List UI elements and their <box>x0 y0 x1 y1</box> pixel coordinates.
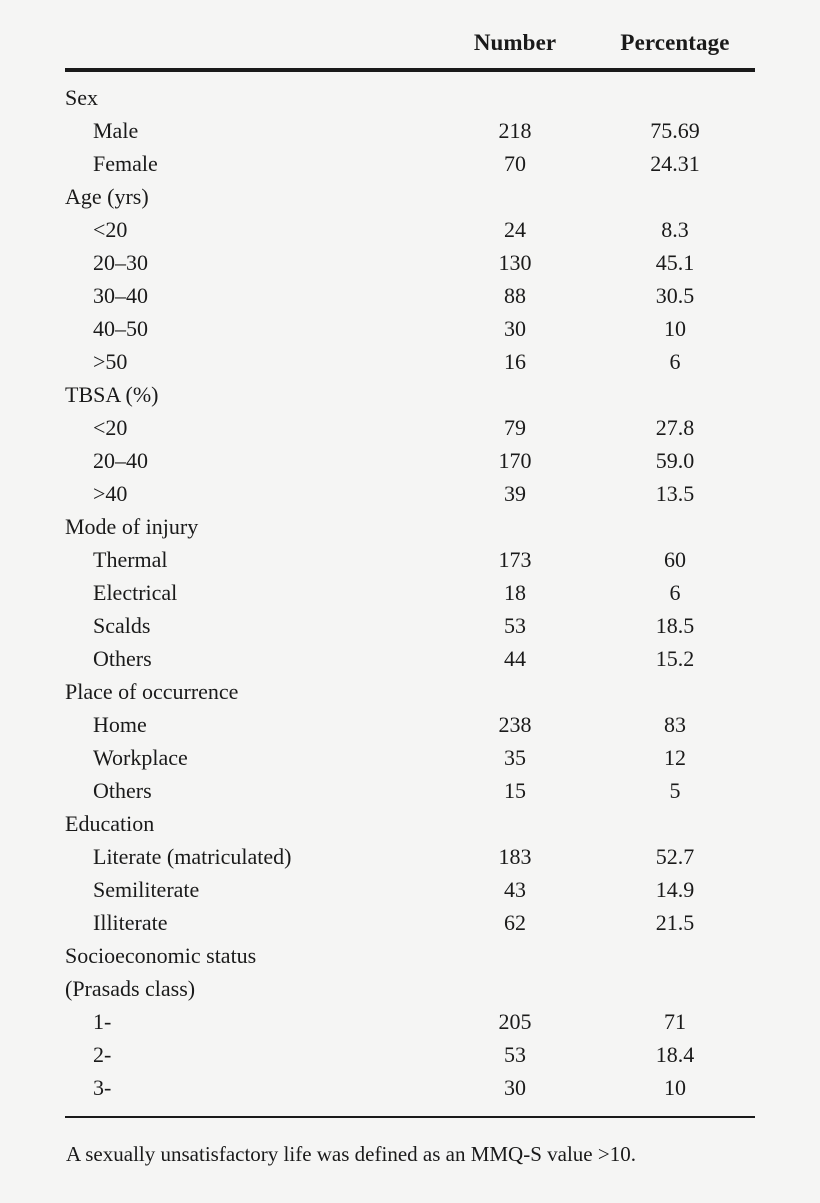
row-percentage-value <box>595 939 755 972</box>
row-number-value: 35 <box>504 745 526 770</box>
row-number-value: 30 <box>504 1075 526 1100</box>
table-row <box>65 1005 755 1038</box>
row-number-value: 15 <box>504 778 526 803</box>
row-item-label: Others <box>93 646 152 671</box>
row-number-value: 43 <box>504 877 526 902</box>
table-row <box>65 939 755 972</box>
row-number-value: 44 <box>504 646 526 671</box>
row-percentage-value <box>595 510 755 543</box>
table-row <box>65 510 755 543</box>
row-number-value <box>435 378 595 411</box>
table-header <box>65 0 755 72</box>
row-number-value <box>435 510 595 543</box>
table-row <box>65 576 755 609</box>
row-percentage-value: 10 <box>664 316 686 341</box>
row-item-label: 20–40 <box>93 448 148 473</box>
row-percentage-value: 14.9 <box>655 877 695 902</box>
row-number-value: 205 <box>498 1009 532 1034</box>
row-percentage-value: 59.0 <box>655 448 695 473</box>
table-row <box>65 873 755 906</box>
row-percentage-value: 24.31 <box>650 151 700 176</box>
row-number-value: 173 <box>498 547 532 572</box>
column-header-percentage: Percentage <box>620 30 730 55</box>
row-percentage-value: 45.1 <box>655 250 695 275</box>
row-number-value <box>435 675 595 708</box>
row-item-label: Illiterate <box>93 910 168 935</box>
row-percentage-value: 52.7 <box>655 844 695 869</box>
table-row <box>65 279 755 312</box>
table-row <box>65 147 755 180</box>
row-item-label: 40–50 <box>93 316 148 341</box>
table-row <box>65 213 755 246</box>
row-percentage-value: 83 <box>664 712 686 737</box>
row-percentage-value: 18.4 <box>655 1042 695 1067</box>
row-group-label: Age (yrs) <box>65 184 149 209</box>
table-row <box>65 609 755 642</box>
row-item-label: 3- <box>93 1075 112 1100</box>
table-row <box>65 675 755 708</box>
row-percentage-value: 18.5 <box>655 613 695 638</box>
footnote-row <box>65 1118 755 1169</box>
row-percentage-value: 6 <box>669 580 681 605</box>
footer-spacer-cell <box>65 1104 755 1116</box>
row-percentage-value <box>595 180 755 213</box>
row-percentage-value <box>595 378 755 411</box>
row-percentage-value: 15.2 <box>655 646 695 671</box>
row-item-label: 2- <box>93 1042 112 1067</box>
row-item-label: Thermal <box>93 547 168 572</box>
table-footnote: A sexually unsatisfactory life was defined as an MMQ-S value >10. <box>66 1142 636 1166</box>
row-percentage-value: 27.8 <box>655 415 695 440</box>
row-percentage-value: 5 <box>669 778 681 803</box>
row-item-label: <20 <box>93 217 128 242</box>
row-percentage-value: 6 <box>669 349 681 374</box>
row-item-label: Scalds <box>93 613 151 638</box>
table-row <box>65 1038 755 1071</box>
table-row <box>65 642 755 675</box>
row-number-value: 183 <box>498 844 532 869</box>
row-number-value: 39 <box>504 481 526 506</box>
row-item-label: Others <box>93 778 152 803</box>
row-number-value <box>435 72 595 114</box>
row-percentage-value: 8.3 <box>661 217 689 242</box>
row-number-value: 238 <box>498 712 532 737</box>
characteristics-table <box>65 0 755 1169</box>
row-group-label: Mode of injury <box>65 514 199 539</box>
row-item-label: Home <box>93 712 147 737</box>
row-percentage-value <box>595 72 755 114</box>
table-row <box>65 411 755 444</box>
table-row <box>65 477 755 510</box>
row-number-value: 53 <box>504 1042 526 1067</box>
table-row <box>65 774 755 807</box>
table-row <box>65 972 755 1005</box>
table-row <box>65 312 755 345</box>
table-row <box>65 345 755 378</box>
row-percentage-value: 71 <box>664 1009 686 1034</box>
row-group-label: TBSA (%) <box>65 382 159 407</box>
row-item-label: Semiliterate <box>93 877 200 902</box>
row-item-label: >40 <box>93 481 128 506</box>
row-percentage-value: 21.5 <box>655 910 695 935</box>
table-row <box>65 180 755 213</box>
table-row <box>65 246 755 279</box>
table-row <box>65 840 755 873</box>
table-row <box>65 378 755 411</box>
column-header-label <box>65 0 435 68</box>
row-item-label: 30–40 <box>93 283 148 308</box>
row-percentage-value: 30.5 <box>655 283 695 308</box>
row-number-value: 30 <box>504 316 526 341</box>
row-item-label: Electrical <box>93 580 178 605</box>
row-number-value <box>435 939 595 972</box>
row-number-value: 62 <box>504 910 526 935</box>
table-row <box>65 444 755 477</box>
row-number-value <box>435 807 595 840</box>
footer-spacer-row <box>65 1104 755 1116</box>
row-number-value: 130 <box>498 250 532 275</box>
row-group-label: Education <box>65 811 155 836</box>
row-percentage-value <box>595 675 755 708</box>
row-number-value <box>435 972 595 1005</box>
row-number-value: 16 <box>504 349 526 374</box>
row-percentage-value: 12 <box>664 745 686 770</box>
row-item-label: 1- <box>93 1009 112 1034</box>
row-number-value: 18 <box>504 580 526 605</box>
row-percentage-value <box>595 972 755 1005</box>
table-row <box>65 543 755 576</box>
row-group-label: Socioeconomic status <box>65 943 257 968</box>
row-item-label: <20 <box>93 415 128 440</box>
table-row <box>65 708 755 741</box>
table-row <box>65 1071 755 1104</box>
table-row <box>65 906 755 939</box>
row-number-value: 53 <box>504 613 526 638</box>
row-number-value: 24 <box>504 217 526 242</box>
row-item-label: Male <box>93 118 139 143</box>
row-percentage-value: 10 <box>664 1075 686 1100</box>
row-item-label: Female <box>93 151 158 176</box>
row-number-value: 79 <box>504 415 526 440</box>
row-item-label: Literate (matriculated) <box>93 844 292 869</box>
row-item-label: Workplace <box>93 745 188 770</box>
table-row <box>65 72 755 114</box>
row-group-label: Sex <box>65 85 98 110</box>
table-row <box>65 807 755 840</box>
row-number-value: 218 <box>498 118 532 143</box>
row-item-label: 20–30 <box>93 250 148 275</box>
table-footer <box>65 1104 755 1169</box>
table-row <box>65 741 755 774</box>
row-group-label: (Prasads class) <box>65 976 196 1001</box>
column-header-number: Number <box>473 30 557 55</box>
table-body <box>65 72 755 1104</box>
row-number-value <box>435 180 595 213</box>
row-number-value: 170 <box>498 448 532 473</box>
row-item-label: >50 <box>93 349 128 374</box>
table-row <box>65 114 755 147</box>
row-group-label: Place of occurrence <box>65 679 239 704</box>
row-percentage-value: 60 <box>664 547 686 572</box>
row-percentage-value: 75.69 <box>650 118 700 143</box>
row-number-value: 70 <box>504 151 526 176</box>
row-number-value: 88 <box>504 283 526 308</box>
row-percentage-value: 13.5 <box>655 481 695 506</box>
row-percentage-value <box>595 807 755 840</box>
